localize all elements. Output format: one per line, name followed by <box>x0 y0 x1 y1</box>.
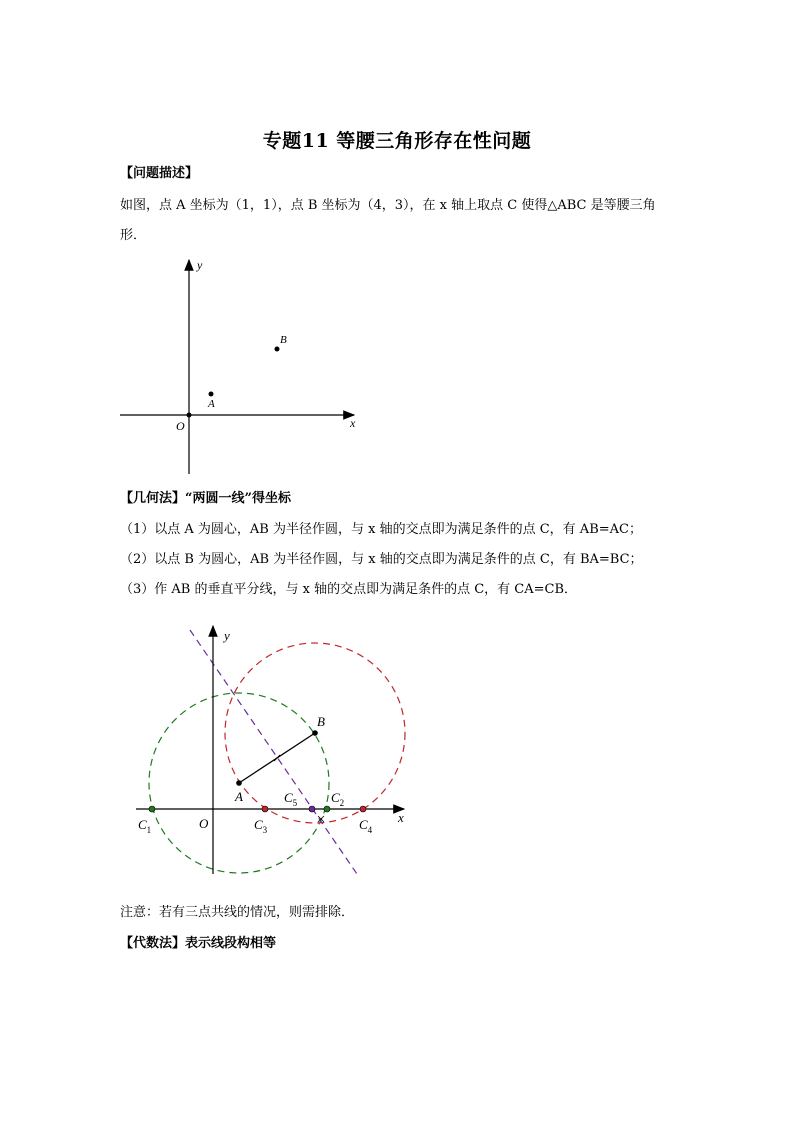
y-axis-label: y <box>224 628 230 643</box>
section-geometry-heading <box>120 489 291 509</box>
x-axis-label: x <box>350 416 356 430</box>
section-geometry-text: 【几何法】“两圆一线”得坐标 <box>120 491 291 506</box>
section-problem-heading: 【问题描述】 <box>120 166 199 181</box>
point-c1-label: $C_1$ <box>138 817 152 835</box>
point-b-label: B <box>280 334 287 346</box>
point-a <box>209 392 214 397</box>
point-c5 <box>309 806 315 812</box>
section-algebra-heading: 【代数法】表示线段构相等 <box>120 936 277 951</box>
point-c3-label: $C_3$ <box>254 817 268 835</box>
point-b <box>312 730 318 736</box>
point-c2 <box>324 806 330 812</box>
point-c2-label: $C_2$ <box>331 790 345 808</box>
point-c3 <box>262 806 268 812</box>
point-c4 <box>360 806 366 812</box>
note-text: 注意：若有三点共线的情况，则需排除． <box>120 905 355 920</box>
page-title: 专题11 等腰三角形存在性问题 <box>262 130 532 152</box>
figure-two-circles-one-line <box>132 622 422 884</box>
point-c5-label: $C_5$ <box>284 790 298 808</box>
origin-label: O <box>199 816 209 831</box>
point-c1 <box>149 806 155 812</box>
point-c4-label: $C_4$ <box>359 817 373 835</box>
point-a <box>236 780 242 786</box>
point-a-label: A <box>235 789 243 804</box>
origin-point <box>187 413 192 418</box>
step-2: （2）以点 B 为圆心，AB 为半径作圆，与 x 轴的交点即为满足条件的点 C，有 BA=BC； <box>120 552 643 567</box>
figure-axes-points <box>118 256 363 478</box>
origin-label: O <box>176 419 185 433</box>
point-b-label: B <box>317 714 325 729</box>
y-axis-label: y <box>197 258 203 272</box>
x-axis-label: x <box>398 810 404 825</box>
perpendicular-bisector <box>190 630 357 874</box>
point-a-label: A <box>208 398 215 410</box>
problem-text-line2: 形． <box>120 228 147 243</box>
point-b <box>275 347 280 352</box>
problem-text-line1: 如图，点 A 坐标为（1，1），点 B 坐标为（4，3），在 x 轴上取点 C 使得△ABC 是等腰三角 <box>120 198 656 213</box>
step-1: （1）以点 A 为圆心，AB 为半径作圆，与 x 轴的交点即为满足条件的点 C，有 AB=AC； <box>120 522 642 537</box>
step-3: （3）作 AB 的垂直平分线，与 x 轴的交点即为满足条件的点 C，有 CA=CB． <box>120 582 578 597</box>
